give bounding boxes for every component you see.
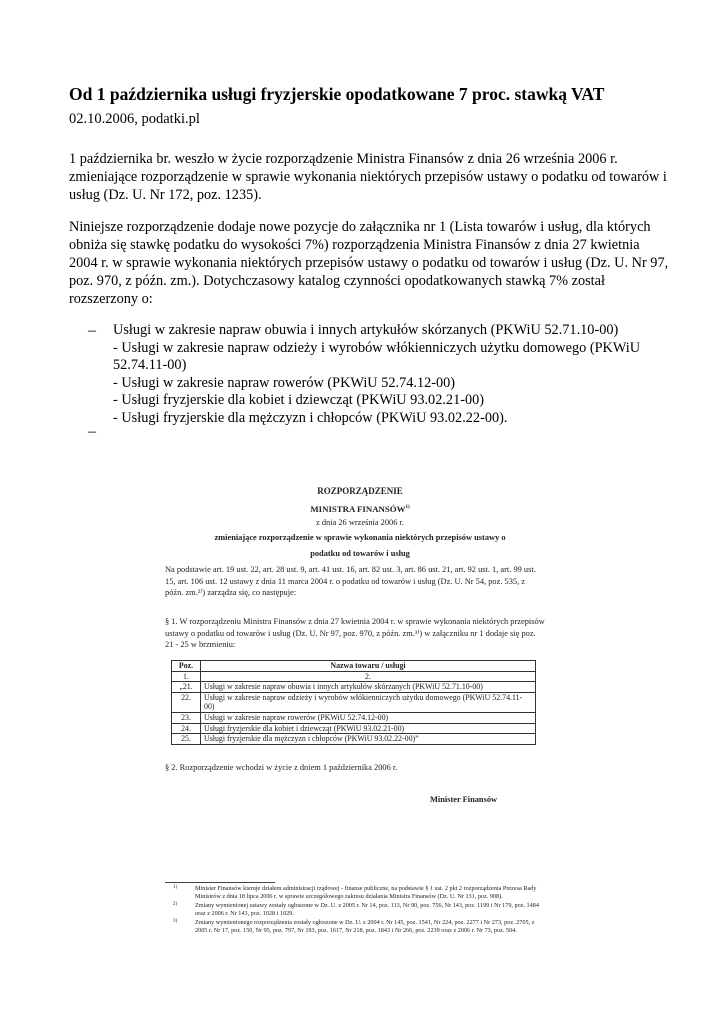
regulation-subject-line-2: podatku od towarów i usług xyxy=(310,549,410,558)
ministry-name: MINISTRA FINANSÓW xyxy=(310,503,406,514)
regulation-section-2: § 2. Rozporządzenie wchodzi w życie z dniem 1 października 2006 r. xyxy=(165,763,398,772)
footnote-text: Zmiany wymienionego rozporządzenia zostały ogłoszone w Dz. U. z 2004 r. Nr 145, poz. 1541, Nr 224, poz. 2277 i Nr 273, poz. 2705, z 2005 r. Nr 17, poz. 150, Nr 95, poz. 797, Nr 193, poz. 1617, Nr 218, poz. 1843 i Nr 266, poz. 2239 oraz z 2006 r. Nr 73, poz. 504. xyxy=(195,919,535,934)
ministry-footnote-mark: 1) xyxy=(405,505,410,510)
article-paragraph-2: Niniejsze rozporządzenie dodaje nowe pozycje do załącznika nr 1 (Lista towarów i usług, dla których obniża się stawkę podatku do wysokości 7%) rozporządzenia Ministra Finansów z dnia 27 kwietnia 2004 r. w sprawie wykonania niektórych przepisów ustawy o podatku od towarów i usług (Dz. U. Nr 97, poz. 970, z późn. zm.). Dotychczasowy katalog czynności opodatkowanych stawką 7% został rozszerzony o: xyxy=(69,219,669,307)
footnote-mark: 1) xyxy=(173,885,178,890)
footnote xyxy=(165,885,545,900)
table-cell: Usługi w zakresie napraw obuwia i innych artykułów skórzanych (PKWiU 52.71.10-00) xyxy=(201,682,536,693)
article-dateline: 02.10.2006, podatki.pl xyxy=(69,111,200,127)
table-row xyxy=(172,723,536,734)
regulation-scan xyxy=(165,478,555,964)
empty-list-bullet: – xyxy=(88,423,96,440)
list-item: - Usługi w zakresie napraw rowerów (PKWiU 52.74.12-00) xyxy=(113,374,456,391)
footnotes xyxy=(165,885,545,935)
table-cell: 22. xyxy=(172,692,201,712)
table-cell: Usługi fryzjerskie dla mężczyzn i chłopców (PKWiU 93.02.22-00)” xyxy=(201,734,536,745)
table-row xyxy=(172,682,536,693)
footnote xyxy=(165,919,545,934)
list-item: Usługi w zakresie napraw obuwia i innych artykułów skórzanych (PKWiU 52.71.10-00) xyxy=(113,322,619,338)
table-cell: Usługi w zakresie napraw rowerów (PKWiU 52.74.12-00) xyxy=(201,712,536,723)
article-title: Od 1 października usługi fryzjerskie opodatkowane 7 proc. stawką VAT xyxy=(69,84,605,104)
footnote-mark: 3) xyxy=(173,919,178,925)
regulation-table xyxy=(171,660,536,745)
table-cell: 2. xyxy=(201,671,536,682)
regulation-basis: Na podstawie art. 19 ust. 22, art. 28 ust. 9, art. 41 ust. 16, art. 82 ust. 3, art. 86 ust. 21, art. 92 ust. 1, art. 99 ust. 15, art. 106 ust. 12 ustawy z dnia 11 marca 2004 r. o podatku od towarów i usług (Dz. U. Nr 54, poz. 535, z późn. zm.²⁾) zarządza się, co następuje: xyxy=(165,565,536,597)
table-cell: Usługi fryzjerskie dla kobiet i dziewcząt (PKWiU 93.02.21-00) xyxy=(201,723,536,734)
list-item-block xyxy=(113,322,663,427)
table-row xyxy=(172,692,536,712)
table-cell: „21. xyxy=(172,682,201,693)
regulation-ministry xyxy=(165,502,555,515)
table-cell: 24. xyxy=(172,723,201,734)
table-index-row xyxy=(172,671,536,682)
list-bullet: – xyxy=(88,322,96,339)
table-cell: 23. xyxy=(172,712,201,723)
table-row xyxy=(172,712,536,723)
table-header-cell: Nazwa towaru / usługi xyxy=(201,661,536,672)
regulation-date: z dnia 26 września 2006 r. xyxy=(316,518,404,527)
footnote-text: Minister Finansów kieruje działem administracji rządowej - finanse publiczne, na podstawie § 1 ust. 2 pkt 2 rozporządzenia Prezesa Rady Ministrów z dnia 18 lipca 2006 r. w sprawie szczegółowego zakresu działania Ministra Finansów (Dz. U. Nr 131, poz. 908). xyxy=(195,885,537,900)
table-row xyxy=(172,734,536,745)
footnote-divider xyxy=(165,882,275,883)
table-cell: Usługi w zakresie napraw odzieży i wyrobów włókienniczych użytku domowego (PKWiU 52.74.11-00) xyxy=(201,692,536,712)
table-cell: 25. xyxy=(172,734,201,745)
list-item: - Usługi fryzjerskie dla mężczyzn i chłopców (PKWiU 93.02.22-00). xyxy=(113,409,508,426)
article-paragraph-1: 1 października br. weszło w życie rozporządzenie Ministra Finansów z dnia 26 września 2006 r. zmieniające rozporządzenie w sprawie wykonania niektórych przepisów ustawy o podatku od towarów i usług (Dz. U. Nr 172, poz. 1235). xyxy=(69,151,667,203)
table-header-row xyxy=(172,661,536,672)
regulation-section-1: § 1. W rozporządzeniu Ministra Finansów z dnia 27 kwietnia 2004 r. w sprawie wykonania niektórych przepisów ustawy o podatku od towarów i usług (Dz. U. Nr 97, poz. 970, z późn. zm.³⁾) w załączniku nr 1 dodaje się poz. 21 - 25 w brzmieniu: xyxy=(165,617,545,649)
footnote-mark: 2) xyxy=(173,902,178,908)
table-header-cell: Poz. xyxy=(172,661,201,672)
list-item: - Usługi fryzjerskie dla kobiet i dziewcząt (PKWiU 93.02.21-00) xyxy=(113,392,485,408)
regulation-heading: ROZPORZĄDZENIE xyxy=(317,486,403,496)
table-cell: 1. xyxy=(172,671,201,682)
list-item: - Usługi w zakresie napraw odzieży i wyrobów włókienniczych użytku domowego (PKWiU 52.74.11-00) xyxy=(113,339,641,373)
regulation-subject-line-1: zmieniające rozporządzenie w sprawie wykonania niektórych przepisów ustawy o xyxy=(214,533,506,542)
regulation-signature: Minister Finansów xyxy=(430,795,498,804)
footnote xyxy=(165,902,545,917)
footnote-text: Zmiany wymienionej ustawy zostały ogłoszone w Dz. U. z 2005 r. Nr 14, poz. 113, Nr 90, poz. 756, Nr 143, poz. 1199 i Nr 179, poz. 1484 oraz z 2006 r. Nr 143, poz. 1028 i 1029. xyxy=(195,902,539,917)
